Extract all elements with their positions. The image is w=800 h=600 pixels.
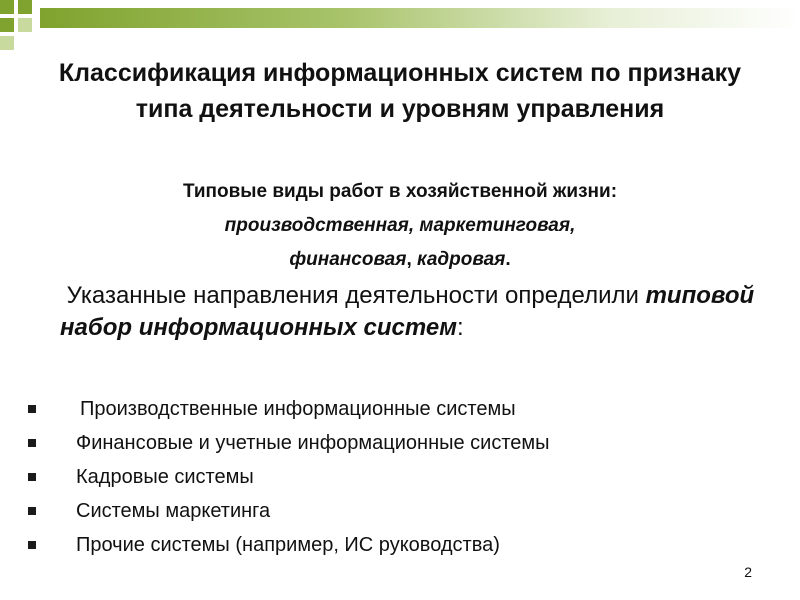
list-item	[0, 528, 800, 562]
square-bullet-icon	[28, 405, 36, 413]
list-item	[0, 426, 800, 460]
deco-square	[0, 36, 14, 50]
deco-square	[18, 0, 32, 14]
intro-emphasis: типовой набор информационных систем	[60, 282, 755, 341]
separator: ,	[406, 249, 417, 270]
intro-text: Указанные направления деятельности определили	[66, 282, 646, 309]
work-types-block	[100, 175, 700, 277]
work-type-hr: кадровая	[417, 249, 506, 270]
list-item	[0, 460, 800, 494]
work-types-line	[100, 243, 700, 277]
square-bullet-icon	[28, 507, 36, 515]
header-decoration	[0, 0, 800, 60]
square-bullet-icon	[28, 473, 36, 481]
period: .	[505, 249, 511, 270]
systems-list	[0, 392, 800, 562]
square-bullet-icon	[28, 541, 36, 549]
list-item	[0, 392, 800, 426]
list-item-text: Прочие системы (например, ИС руководства)	[76, 534, 500, 556]
page-number: 2	[744, 564, 752, 580]
work-types-line: производственная, маркетинговая,	[224, 215, 576, 236]
deco-square	[18, 18, 32, 32]
work-types-heading: Типовые виды работ в хозяйственной жизни:	[182, 181, 618, 202]
list-item-text: Системы маркетинга	[76, 500, 271, 522]
intro-paragraph	[60, 280, 790, 344]
slide-title: Классификация информационных систем по признаку типа деятельности и уровням управления	[58, 59, 742, 123]
list-item-text: Производственные информационные системы	[80, 398, 516, 420]
list-item-text: Кадровые системы	[76, 466, 254, 488]
list-item	[0, 494, 800, 528]
work-type-finance: финансовая	[289, 249, 407, 270]
deco-square	[0, 18, 14, 32]
intro-colon: :	[457, 314, 464, 341]
deco-square	[0, 0, 14, 14]
header-gradient-bar	[40, 8, 800, 28]
square-bullet-icon	[28, 439, 36, 447]
list-item-text: Финансовые и учетные информационные системы	[76, 432, 550, 454]
